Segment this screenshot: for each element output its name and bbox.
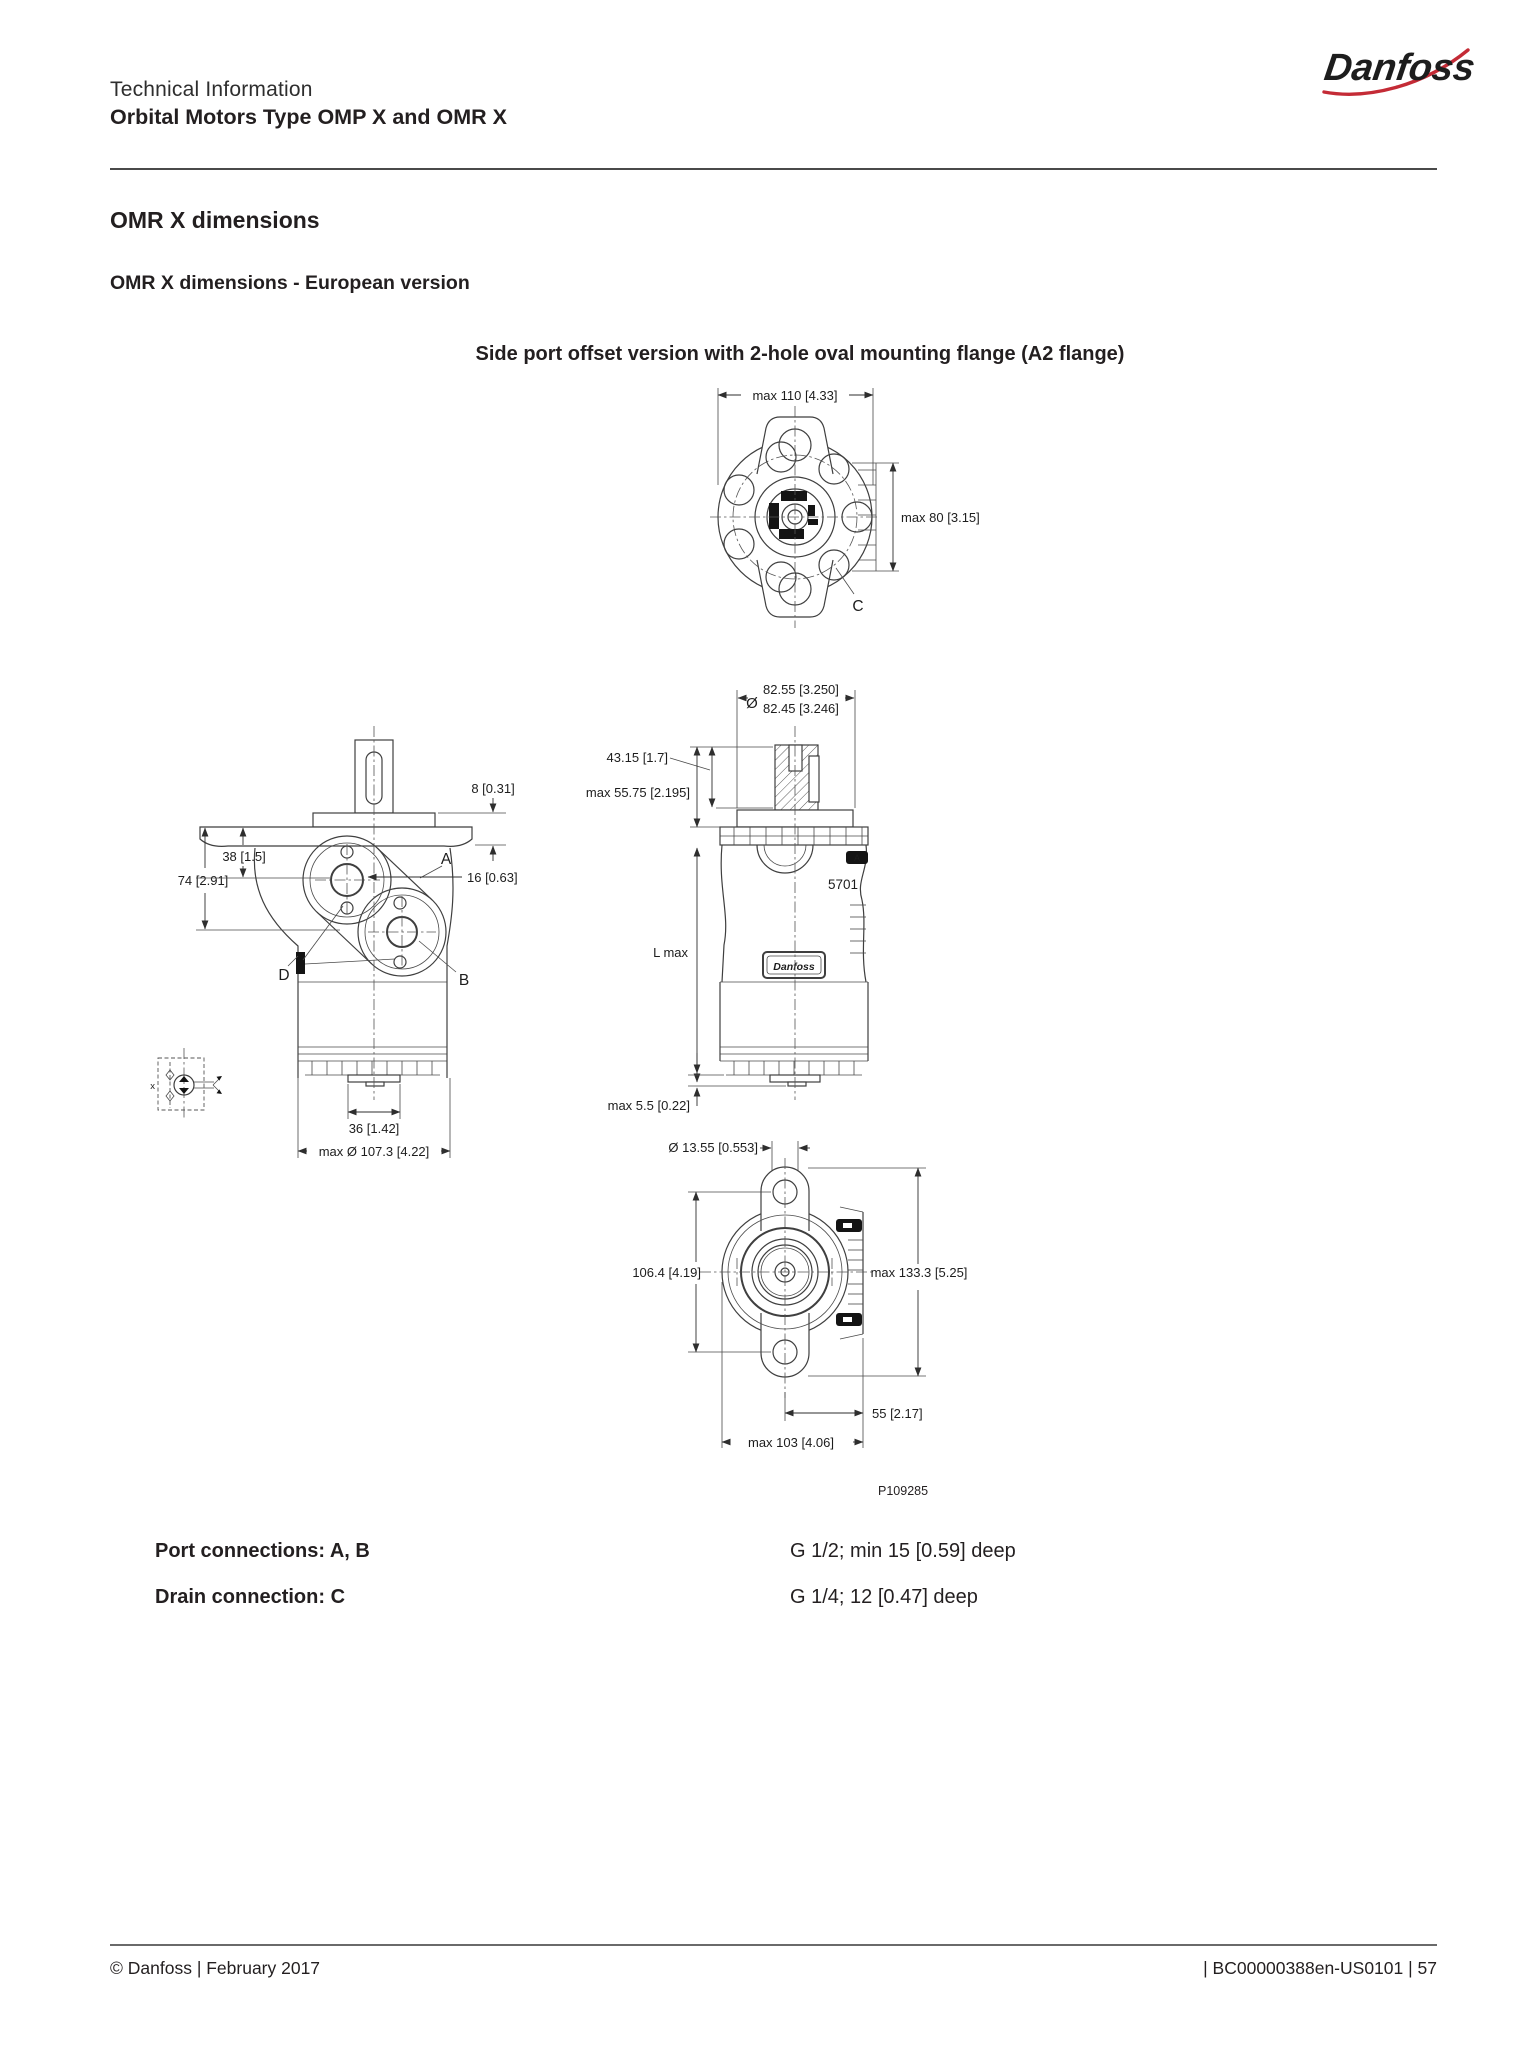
danfoss-logo [1312, 30, 1482, 108]
section-subheading: OMR X dimensions - European version [110, 272, 470, 294]
doc-eyebrow: Technical Information [110, 78, 313, 101]
svg-text:36 [1.42]: 36 [1.42] [348, 1121, 400, 1136]
casting-marking: 5701 [827, 877, 859, 892]
figure-title: Side port offset version with 2-hole oval mounting flange (A2 flange) [475, 343, 1125, 365]
dimension-drawing [0, 380, 1536, 1510]
port-connections-value: G 1/2; min 15 [0.59] deep [790, 1540, 1016, 1562]
svg-text:55 [2.17]: 55 [2.17] [872, 1406, 923, 1421]
svg-text:max 55.75 [2.195]: max 55.75 [2.195] [585, 785, 690, 800]
svg-text:106.4 [4.19]: 106.4 [4.19] [632, 1265, 701, 1280]
port-face [303, 836, 446, 976]
port-a-label: A [440, 851, 452, 868]
svg-text:43.15 [1.7]: 43.15 [1.7] [606, 750, 668, 765]
svg-text:L max: L max [653, 945, 688, 960]
nameplate [763, 952, 825, 978]
port-connections-label: Port connections: A, B [155, 1540, 370, 1562]
rear-view [632, 1140, 967, 1450]
svg-text:Ø: Ø [746, 695, 758, 712]
footer-copyright: © Danfoss | February 2017 [110, 1958, 321, 1978]
dim-55mm [608, 1053, 786, 1113]
port-b-label: B [458, 972, 470, 989]
port-a-marker-label: A [853, 853, 861, 863]
svg-text:max 5.5 [0.22]: max 5.5 [0.22] [607, 1098, 690, 1113]
svg-text:8 [0.31]: 8 [0.31] [471, 781, 515, 796]
section-view [586, 682, 868, 1113]
end-rings [298, 1047, 447, 1075]
casting-marks [769, 491, 818, 539]
logo-text: Danfoss [1321, 46, 1478, 89]
svg-text:max Ø 107.3 [4.22]: max Ø 107.3 [4.22] [318, 1144, 430, 1159]
svg-text:max 133.3 [5.25]: max 133.3 [5.25] [870, 1265, 968, 1280]
drain-plug [296, 952, 305, 974]
port-marker-top-glyph [843, 1223, 852, 1228]
dim-lmax [653, 848, 697, 1082]
cylinder [720, 982, 868, 1061]
svg-text:C: C [852, 598, 864, 615]
dim-107 [298, 1078, 450, 1159]
svg-text:Ø 13.55 [0.553]: Ø 13.55 [0.553] [668, 1140, 758, 1155]
section-heading: OMR X dimensions [110, 207, 320, 233]
figure-reference: P109285 [878, 1484, 929, 1498]
svg-text:82.45 [3.246]: 82.45 [3.246] [763, 701, 839, 716]
doc-title: Orbital Motors Type OMP X and OMR X [110, 105, 507, 129]
cylinder-rings [720, 982, 868, 1075]
nameplate-text: Danfoss [773, 961, 815, 973]
drain-label-c [836, 568, 864, 615]
drain-connection-value: G 1/4; 12 [0.47] deep [790, 1586, 978, 1608]
hydraulic-motor-symbol [150, 1048, 222, 1120]
side-view [150, 726, 517, 1159]
svg-text:16 [0.63]: 16 [0.63] [467, 870, 518, 885]
header-rule [110, 168, 1437, 170]
port-marker-bottom-glyph [843, 1317, 852, 1322]
svg-text:74 [2.91]: 74 [2.91] [177, 873, 229, 888]
footer-doc-number: | BC00000388en-US0101 | 57 [1203, 1958, 1437, 1978]
dim-8 [438, 781, 515, 861]
front-view [710, 388, 980, 628]
drain-label-d: D [278, 967, 290, 984]
svg-text:max 80 [3.15]: max 80 [3.15] [901, 510, 980, 525]
leader-lines [288, 866, 456, 972]
svg-text:82.55 [3.250]: 82.55 [3.250] [763, 682, 839, 697]
svg-text:38 [1.5]: 38 [1.5] [222, 849, 266, 864]
svg-text:max 110 [4.33]: max 110 [4.33] [752, 388, 838, 403]
drain-connection-label: Drain connection: C [155, 1586, 346, 1608]
footer-rule [110, 1944, 1437, 1946]
svg-text:max 103 [4.06]: max 103 [4.06] [748, 1435, 834, 1450]
schematic-x-label: x [150, 1081, 155, 1092]
